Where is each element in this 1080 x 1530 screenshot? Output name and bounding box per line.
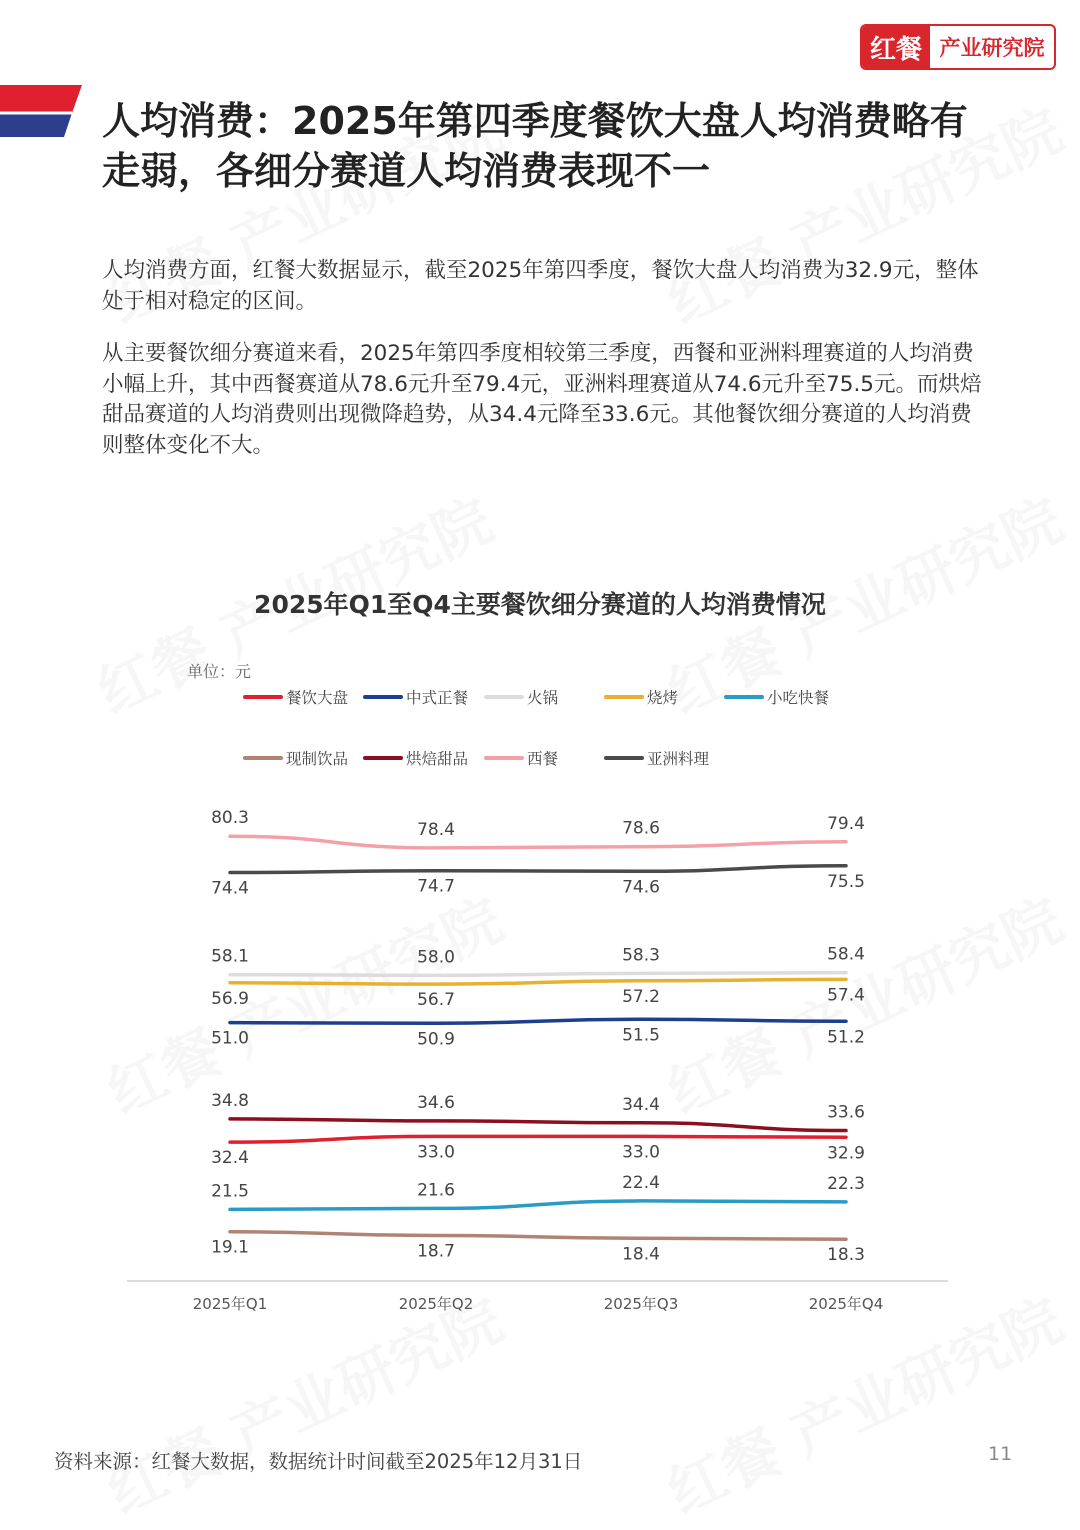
body-paragraph-2: 从主要餐饮细分赛道来看，2025年第四季度相较第三季度，西餐和亚洲料理赛道的人均消费小幅上升，其中西餐赛道从78.6元升至79.4元，亚洲料理赛道从74.6元升至75.5元。而烘焙甜品赛道的人均消费则出现微降趋势，从34.4元降至33.6元。其他餐饮细分赛道的人均消费则整体变化不大。: [102, 341, 982, 458]
data-label: 75.5: [827, 871, 865, 892]
legend-label: 烘焙甜品: [406, 750, 469, 768]
page-title: 人均消费：2025年第四季度餐饮大盘人均消费略有走弱，各细分赛道人均消费表现不一: [102, 99, 968, 193]
logo-mark: 红餐: [862, 26, 930, 68]
data-label: 22.3: [827, 1173, 865, 1194]
data-label: 58.0: [417, 947, 455, 968]
data-label: 33.6: [827, 1102, 865, 1123]
series-line-3: [230, 979, 846, 984]
data-label: 33.0: [622, 1142, 660, 1163]
data-label: 21.5: [211, 1181, 249, 1202]
data-label: 33.0: [417, 1142, 455, 1163]
series-line-5: [230, 1232, 846, 1239]
data-label: 34.4: [622, 1094, 660, 1115]
series-line-4: [230, 1201, 846, 1209]
legend-label: 火锅: [527, 689, 559, 707]
x-tick-label: 2025年Q1: [192, 1295, 268, 1313]
data-label: 78.4: [417, 819, 455, 840]
series-line-7: [230, 836, 846, 848]
data-label: 18.4: [622, 1244, 660, 1265]
data-label: 50.9: [417, 1029, 455, 1050]
data-label: 78.6: [622, 818, 660, 839]
data-label: 56.7: [417, 990, 455, 1011]
data-label: 80.3: [211, 808, 249, 829]
data-label: 32.4: [211, 1148, 249, 1169]
page-number: 11: [988, 1443, 1013, 1465]
data-label: 51.0: [211, 1028, 249, 1049]
data-label: 58.4: [827, 944, 865, 965]
series-line-6: [230, 1119, 846, 1131]
legend-label: 亚洲料理: [647, 750, 710, 768]
legend-label: 餐饮大盘: [286, 689, 349, 707]
body-paragraph-1: 人均消费方面，红餐大数据显示，截至2025年第四季度，餐饮大盘人均消费为32.9元，整体处于相对稳定的区间。: [102, 258, 979, 314]
source-note: 资料来源：红餐大数据，数据统计时间截至2025年12月31日: [54, 1450, 583, 1473]
data-label: 56.9: [211, 988, 249, 1009]
data-label: 19.1: [211, 1237, 249, 1258]
data-label: 58.3: [622, 945, 660, 966]
x-tick-label: 2025年Q2: [398, 1295, 474, 1313]
data-label: 74.6: [622, 877, 660, 898]
legend-label: 中式正餐: [406, 689, 469, 707]
data-label: 32.9: [827, 1143, 865, 1164]
x-tick-label: 2025年Q4: [808, 1295, 884, 1313]
data-label: 58.1: [211, 946, 249, 967]
series-line-1: [230, 1019, 846, 1023]
chart-unit-label: 单位：元: [187, 662, 252, 681]
data-label: 79.4: [827, 813, 865, 834]
x-tick-label: 2025年Q3: [603, 1295, 679, 1313]
legend-label: 西餐: [527, 750, 559, 768]
data-label: 34.6: [417, 1092, 455, 1113]
data-label: 51.2: [827, 1027, 865, 1048]
chart-title: 2025年Q1至Q4主要餐饮细分赛道的人均消费情况: [254, 590, 826, 619]
legend-label: 烧烤: [647, 689, 679, 707]
data-label: 18.3: [827, 1245, 865, 1266]
data-label: 22.4: [622, 1172, 660, 1193]
legend-label: 小吃快餐: [767, 689, 830, 707]
data-label: 74.7: [417, 876, 455, 897]
legend-label: 现制饮品: [286, 750, 349, 768]
data-label: 74.4: [211, 878, 249, 899]
data-label: 57.4: [827, 985, 865, 1006]
data-label: 57.2: [622, 986, 660, 1007]
series-line-2: [230, 973, 846, 976]
data-label: 21.6: [417, 1180, 455, 1201]
data-label: 34.8: [211, 1090, 249, 1111]
data-label: 18.7: [417, 1241, 455, 1262]
series-line-0: [230, 1136, 846, 1142]
data-label: 51.5: [622, 1025, 660, 1046]
logo-text: 产业研究院: [939, 36, 1045, 60]
series-line-8: [230, 866, 846, 873]
